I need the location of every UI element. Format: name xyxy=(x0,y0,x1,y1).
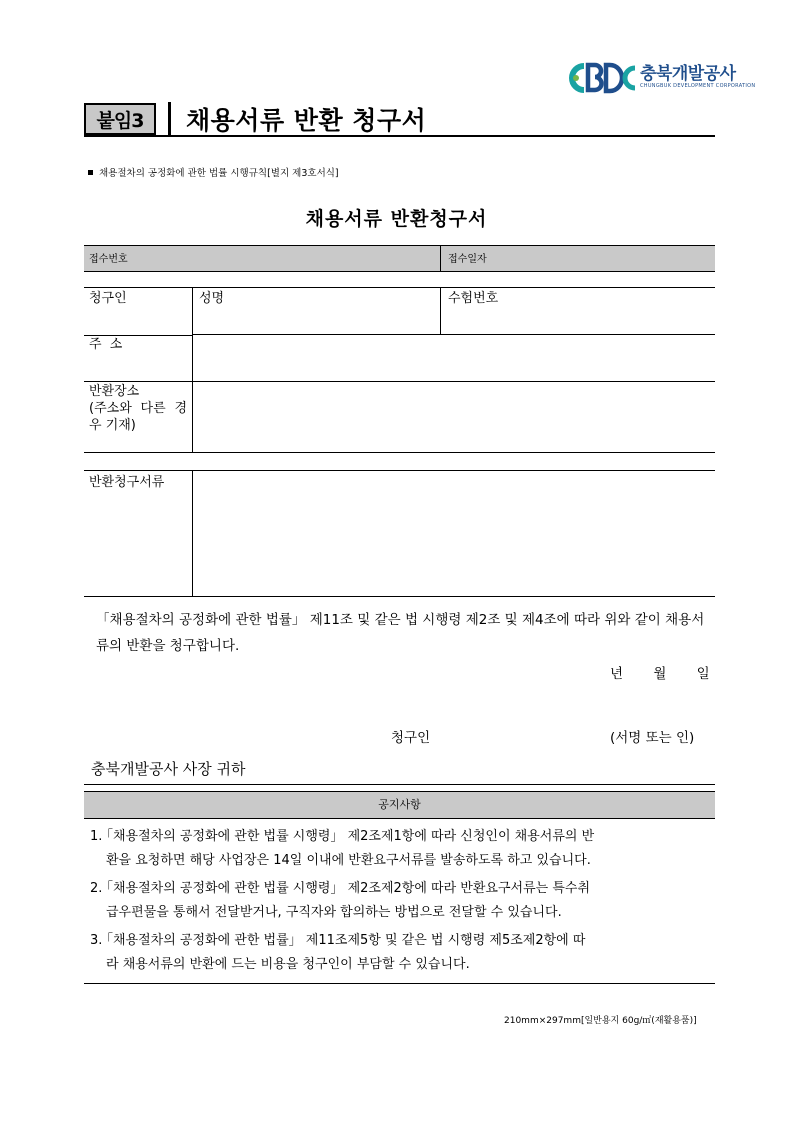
signature-label: 청구인 xyxy=(391,730,431,746)
notice-item-text: 「채용절차의 공정화에 관한 법률 시행령」 제2조제1항에 따라 신청인이 채용서류의 반 xyxy=(100,829,595,844)
applicant-table xyxy=(84,287,715,453)
notice-item-text: 「채용절차의 공정화에 관한 법률」 제11조제5항 및 같은 법 시행령 제5조제2항에 따 xyxy=(100,933,586,948)
paper-spec-footer: 210mm×297mm[일반용지 60g/㎡(재활용품)] xyxy=(504,1016,697,1026)
header-underline xyxy=(84,135,715,137)
column-divider xyxy=(440,288,441,335)
claimant-label: 청구인 xyxy=(89,291,127,306)
logo-company-name: 충북개발공사 xyxy=(640,64,736,84)
receipt-number-label: 접수번호 xyxy=(89,254,128,265)
legal-basis-text: 채용절차의 공정화에 관한 법률 시행규칙[별지 제3호서식] xyxy=(99,168,339,179)
notice-item-text: 「채용절차의 공정화에 관한 법률 시행령」 제2조제2항에 따라 반환요구서류는 특수취 xyxy=(100,881,591,896)
declaration-text: 「채용절차의 공정화에 관한 법률」 제11조 및 같은 법 시행령 제2조 및 제4조에 따라 위와 같이 채용서류의 반환을 청구합니다. xyxy=(96,612,705,654)
name-label: 성명 xyxy=(199,291,225,306)
address-label: 주 소 xyxy=(89,337,125,352)
date-line: 년 월 일 xyxy=(610,666,710,682)
receipt-bar xyxy=(84,245,715,272)
exam-number-label: 수험번호 xyxy=(448,291,499,306)
signature-note: (서명 또는 인) xyxy=(610,730,695,746)
legal-basis xyxy=(88,165,339,179)
notice-title: 공지사항 xyxy=(84,791,715,819)
addressee: 충북개발공사 사장 귀하 xyxy=(91,760,246,778)
return-place-field[interactable] xyxy=(199,385,709,447)
row-divider xyxy=(192,334,715,335)
return-place-note: (주소와 다른 경우 기재) xyxy=(89,401,187,433)
receipt-divider xyxy=(440,246,441,271)
notice-section xyxy=(84,784,715,984)
company-logo xyxy=(568,58,756,98)
attachment-badge: 붙임3 xyxy=(84,103,156,135)
notice-item xyxy=(90,929,710,977)
notice-item-number: 1. xyxy=(90,829,103,844)
column-divider xyxy=(192,471,193,596)
document-title: 채용서류 반환청구서 xyxy=(305,208,488,230)
return-docs-field[interactable] xyxy=(199,476,709,588)
return-place-label: 반환장소 xyxy=(89,384,140,399)
name-field[interactable] xyxy=(284,304,424,332)
attachment-title: 채용서류 반환 청구서 xyxy=(186,106,427,135)
notice-item-number: 2. xyxy=(90,881,103,896)
return-docs-label: 반환청구서류 xyxy=(89,475,165,490)
notice-item xyxy=(90,877,710,925)
bullet-square-icon xyxy=(88,170,93,175)
column-divider xyxy=(192,288,193,452)
header-separator xyxy=(168,102,171,136)
notice-item-number: 3. xyxy=(90,933,103,948)
cbdc-logo-mark xyxy=(568,58,638,98)
row-divider xyxy=(84,381,715,382)
receipt-date-label: 접수일자 xyxy=(448,254,487,265)
notice-item-text: 환을 요청하면 해당 사업장은 14일 이내에 반환요구서류를 발송하도록 하고 있습니다. xyxy=(106,853,591,868)
notice-item xyxy=(90,825,710,873)
notice-item-text: 급우편물을 통해서 전달받거나, 구직자와 합의하는 방법으로 전달할 수 있습니다. xyxy=(106,905,562,920)
address-field[interactable] xyxy=(199,338,709,378)
notice-item-text: 라 채용서류의 반환에 드는 비용을 청구인이 부담할 수 있습니다. xyxy=(106,957,470,972)
exam-number-field[interactable] xyxy=(534,304,709,332)
return-documents-table xyxy=(84,470,715,597)
logo-english-name: CHUNGBUK DEVELOPMENT CORPORATION xyxy=(640,83,756,89)
